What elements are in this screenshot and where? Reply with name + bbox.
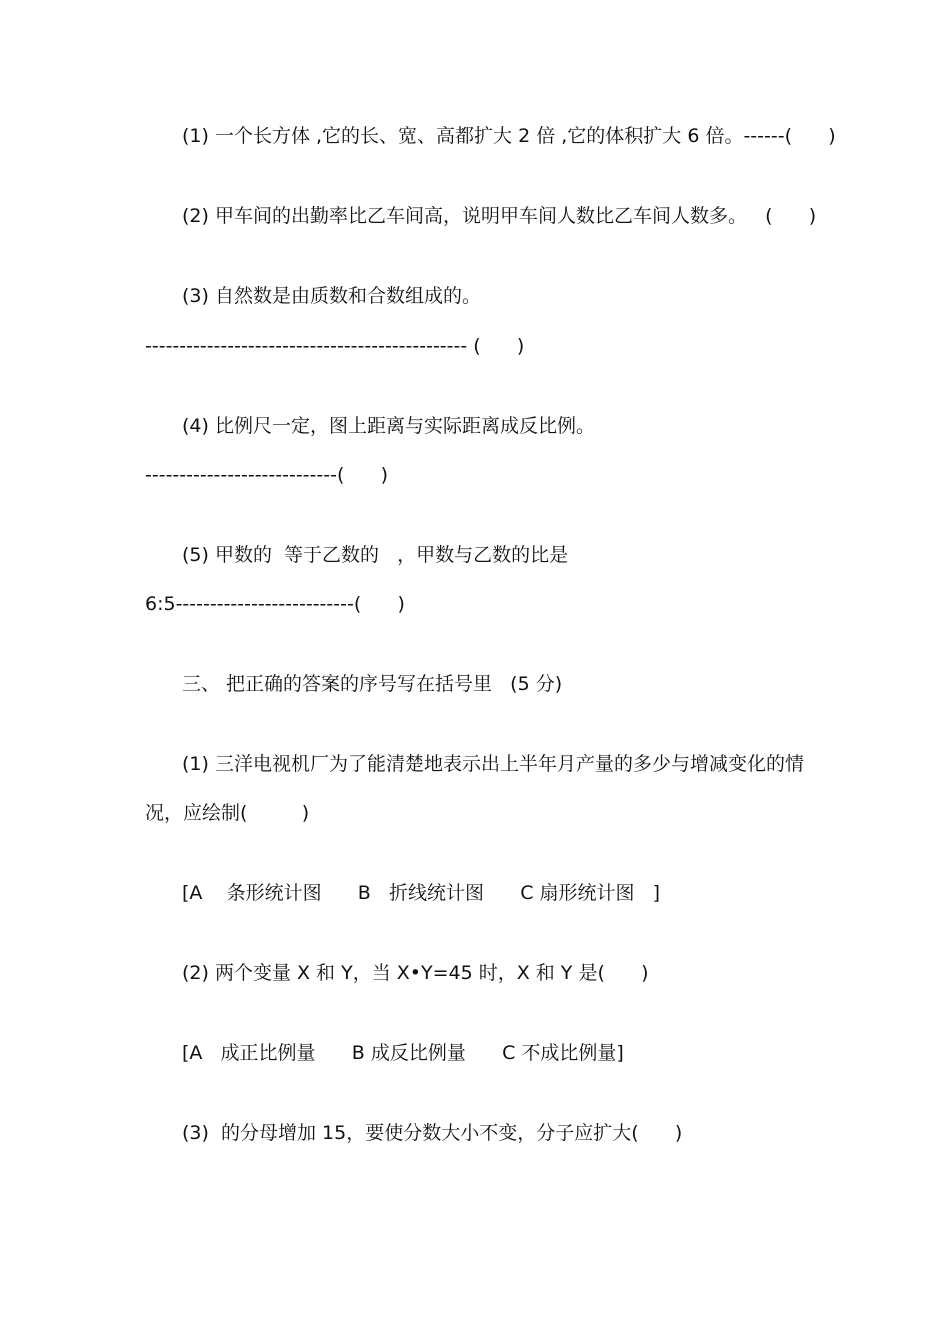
judge-item-4: (4) 比例尺一定，图上距离与实际距离成反比例。 [182, 415, 595, 437]
section-three-heading: 三、 把正确的答案的序号写在括号里 (5 分) [182, 673, 563, 695]
judge-item-5: (5) 甲数的 等于乙数的 ，甲数与乙数的比是 [182, 544, 569, 566]
choice-item-3: (3) 的分母增加 15，要使分数大小不变，分子应扩大( ) [182, 1122, 683, 1144]
judge-item-3: (3) 自然数是由质数和合数组成的。 [182, 285, 481, 307]
choice-item-2-options: [A 成正比例量 B 成反比例量 C 不成比例量] [182, 1042, 624, 1064]
judge-item-5-answer-line: 6:5--------------------------( ) [145, 593, 405, 615]
choice-item-2: (2) 两个变量 X 和 Y，当 X•Y=45 时，X 和 Y 是( ) [182, 962, 649, 984]
judge-item-3-answer-line: ----------------------------------------------- ( ) [145, 335, 525, 357]
choice-item-1: (1) 三洋电视机厂为了能清楚地表示出上半年月产量的多少与增减变化的情 [182, 753, 804, 775]
choice-item-1-continued: 况，应绘制( ) [145, 802, 310, 824]
judge-item-2: (2) 甲车间的出勤率比乙车间高，说明甲车间人数比乙车间人数多。 ( ) [182, 205, 817, 227]
choice-item-1-options: [A 条形统计图 B 折线统计图 C 扇形统计图 ] [182, 882, 661, 904]
judge-item-4-answer-line: ----------------------------( ) [145, 464, 389, 486]
judge-item-1: (1) 一个长方体 ,它的长、宽、高都扩大 2 倍 ,它的体积扩大 6 倍。------( ) [182, 125, 836, 147]
